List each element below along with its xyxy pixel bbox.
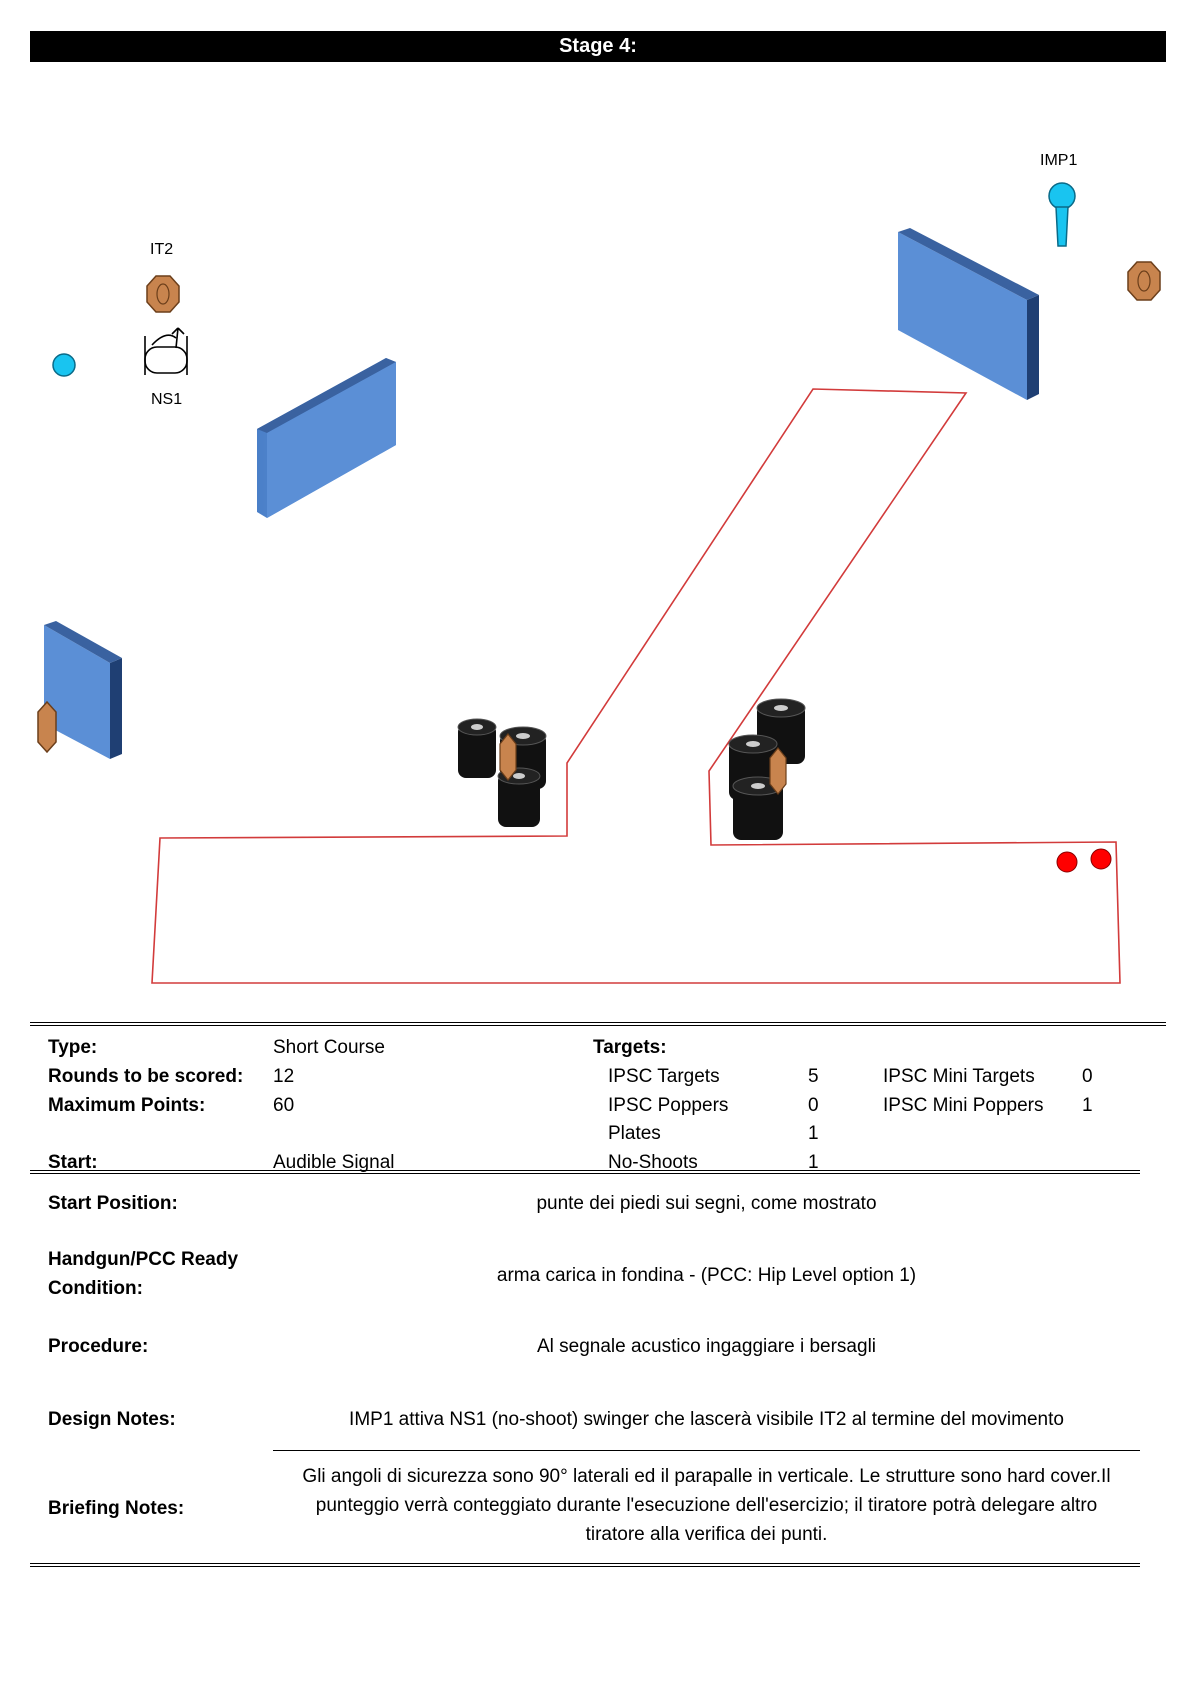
targets-label: Targets: bbox=[593, 1037, 667, 1058]
start-position-value: punte dei piedi sui segni, come mostrato bbox=[536, 1193, 877, 1214]
rounds-label: Rounds to be scored: bbox=[48, 1066, 244, 1087]
barrels-left bbox=[458, 719, 546, 827]
start-mark-right bbox=[1091, 849, 1111, 869]
ready-condition-label-line2: Condition: bbox=[48, 1278, 143, 1299]
wall-top-right bbox=[898, 228, 1039, 400]
procedure-label: Procedure: bbox=[48, 1336, 149, 1357]
target-type-count: 1 bbox=[808, 1123, 819, 1144]
stage-title: Stage 4: bbox=[30, 31, 1166, 62]
mini-popper-imp1 bbox=[1049, 183, 1075, 246]
target-type-count: 1 bbox=[808, 1152, 819, 1173]
design-notes-value: IMP1 attiva NS1 (no-shoot) swinger che lascerà visibile IT2 al termine del movimento bbox=[349, 1409, 1064, 1430]
stage-info-table bbox=[30, 1022, 1166, 1172]
start-mark-left bbox=[1057, 852, 1077, 872]
mini-target-count: 0 bbox=[1082, 1066, 1093, 1087]
table-bottom-rule bbox=[30, 1170, 1140, 1174]
ipsc-target-right bbox=[1128, 262, 1160, 300]
start-label: Start: bbox=[48, 1152, 98, 1173]
type-value: Short Course bbox=[273, 1037, 385, 1058]
start-value: Audible Signal bbox=[273, 1152, 395, 1173]
label-imp1: IMP1 bbox=[1040, 152, 1078, 169]
procedure-value: Al segnale acustico ingaggiare i bersagli bbox=[536, 1336, 877, 1357]
design-notes-label: Design Notes: bbox=[48, 1409, 176, 1430]
target-type-name: IPSC Poppers bbox=[608, 1095, 729, 1116]
label-ns1: NS1 bbox=[151, 391, 183, 408]
mini-target-name: IPSC Mini Poppers bbox=[883, 1095, 1044, 1116]
target-type-name: No-Shoots bbox=[608, 1152, 698, 1173]
table-top-rule bbox=[30, 1022, 1166, 1026]
stage-diagram bbox=[0, 62, 1191, 1002]
ready-condition-value: arma carica in fondina - (PCC: Hip Level option 1) bbox=[496, 1265, 917, 1286]
briefing-bottom-rule bbox=[30, 1563, 1140, 1567]
mini-target-count: 1 bbox=[1082, 1095, 1093, 1116]
briefing-notes-line1: Gli angoli di sicurezza sono 90° laterali ed il parapalle in verticale. Le strutture sono hard cover.Il bbox=[302, 1466, 1111, 1487]
rounds-value: 12 bbox=[273, 1066, 295, 1087]
ipsc-target-left-wall bbox=[38, 702, 56, 752]
design-notes-rule bbox=[273, 1450, 1140, 1451]
steel-plate bbox=[53, 354, 75, 376]
no-shoot-swinger-ns1 bbox=[145, 328, 187, 375]
briefing-notes-label: Briefing Notes: bbox=[48, 1498, 185, 1519]
target-type-name: Plates bbox=[608, 1123, 661, 1144]
points-value: 60 bbox=[273, 1095, 295, 1116]
target-type-count: 0 bbox=[808, 1095, 819, 1116]
ready-condition-label-line1: Handgun/PCC Ready bbox=[48, 1249, 239, 1270]
target-type-name: IPSC Targets bbox=[608, 1066, 720, 1087]
briefing-notes-line3: tiratore alla verifica dei punti. bbox=[585, 1524, 828, 1545]
ipsc-target-it2 bbox=[147, 276, 179, 312]
type-label: Type: bbox=[48, 1037, 98, 1058]
points-label: Maximum Points: bbox=[48, 1095, 206, 1116]
wall-left-middle bbox=[257, 358, 396, 518]
label-it2: IT2 bbox=[150, 241, 174, 258]
mini-target-name: IPSC Mini Targets bbox=[883, 1066, 1035, 1087]
start-position-label: Start Position: bbox=[48, 1193, 178, 1214]
briefing-notes-line2: punteggio verrà conteggiato durante l'esecuzione dell'esercizio; il tiratore potrà delegare altro bbox=[315, 1495, 1098, 1516]
barrels-right bbox=[729, 699, 805, 840]
target-type-count: 5 bbox=[808, 1066, 819, 1087]
